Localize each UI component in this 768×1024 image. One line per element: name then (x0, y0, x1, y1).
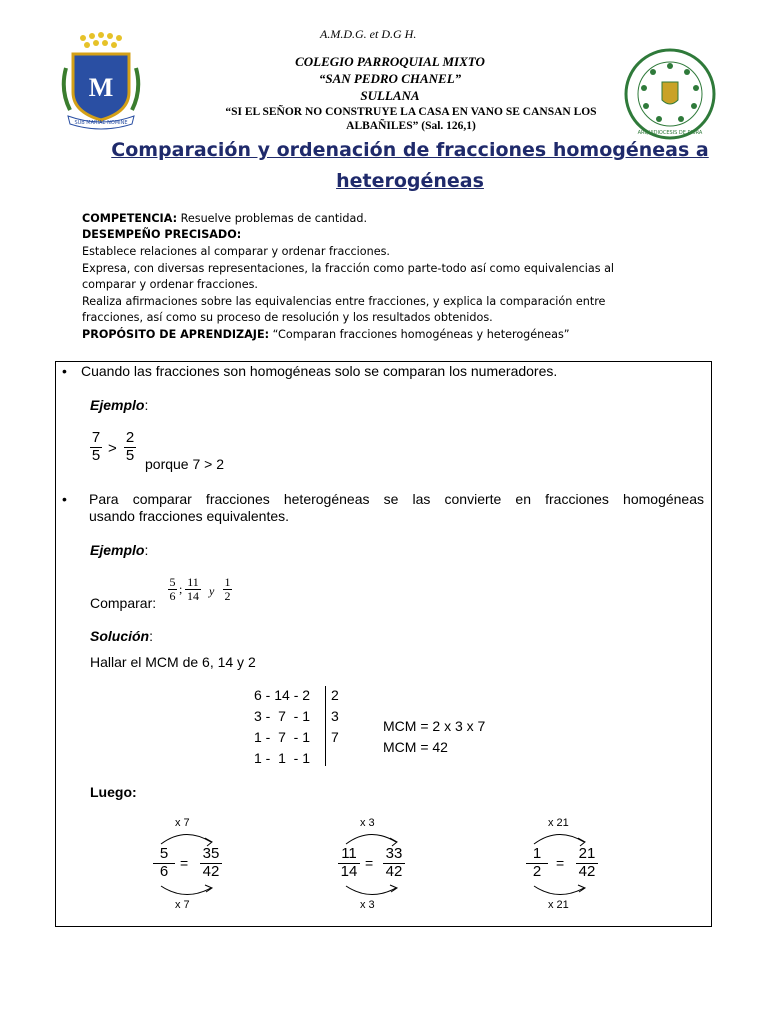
bullet-dot-2: • (62, 491, 67, 507)
bullet-heterogeneas-line1: Para comparar fracciones heterogéneas se las convierte en fracciones homogéneas (89, 491, 704, 507)
school-name-line2: “SAN PEDRO CHANEL” (318, 71, 462, 86)
comparar-label: Comparar: (90, 595, 157, 611)
multiply-arrows-icon (528, 828, 598, 908)
mcm-row-divisor: 2 (331, 687, 339, 703)
psalm-quote: “SI EL SEÑOR NO CONSTRUYE LA CASA EN VANO SE CANSAN LOS ALBAÑILES” (Sal. 126,1) (225, 106, 597, 132)
ejemplo-heading-1: Ejemplo: (90, 397, 149, 413)
mcm-row-numbers: 1 - 1 - 1 (254, 750, 311, 766)
solucion-heading: Solución: (90, 628, 154, 644)
multiply-arrows-icon (340, 828, 410, 908)
proposito-line: PROPÓSITO DE APRENDIZAJE: “Comparan fracciones homogéneas y heterogéneas” (82, 328, 570, 341)
mcm-row-divisor: 3 (331, 708, 339, 724)
bullet-dot-1: • (62, 363, 67, 379)
multiplier-label-top: x 7 (175, 817, 190, 829)
mcm-result-2: MCM = 42 (383, 739, 448, 755)
desempeno-item-2a: Expresa, con diversas representaciones, la fracción como parte-todo así como equivalencias al (82, 262, 615, 275)
mcm-row-numbers: 6 - 14 - 2 (254, 687, 311, 703)
desempeno-label: DESEMPEÑO PRECISADO: (82, 228, 242, 241)
school-city: SULLANA (360, 88, 420, 103)
mcm-row-numbers: 3 - 7 - 1 (254, 708, 311, 724)
original-fraction: 11 14 (338, 846, 360, 880)
desempeno-item-2b: comparar y ordenar fracciones. (82, 278, 258, 291)
equals-sign: = (556, 855, 565, 871)
desempeno-item-1: Establece relaciones al comparar y ordenar fracciones. (82, 245, 390, 258)
original-fraction: 1 2 (526, 846, 548, 880)
multiplier-label-bottom: x 3 (360, 899, 375, 911)
consortium-seal-logo (624, 48, 716, 140)
fraction-1-2: 1 2 (224, 575, 231, 604)
multiplier-label-bottom: x 7 (175, 899, 190, 911)
reason-text: porque 7 > 2 (145, 456, 225, 472)
luego-heading: Luego: (90, 784, 137, 800)
equals-sign: = (365, 855, 374, 871)
bullet-heterogeneas-line2: usando fracciones equivalentes. (89, 508, 290, 524)
equivalent-fraction: 33 42 (383, 846, 405, 880)
ejemplo-heading-2: Ejemplo: (90, 542, 149, 558)
fraction-11-14: 11 14 (187, 575, 199, 604)
fraction-7-5: 7 5 (91, 429, 101, 464)
desempeno-item-3b: fracciones, así como su proceso de resolución y los resultados obtenidos. (82, 311, 493, 324)
equals-sign: = (180, 855, 189, 871)
svg-text:M: M (88, 73, 114, 102)
multiplier-label-top: x 3 (360, 817, 375, 829)
competencia-line: COMPETENCIA: Resuelve problemas de cantidad. (82, 212, 368, 225)
mcm-divider-line (325, 686, 326, 766)
greater-than-sign: > (108, 440, 117, 457)
school-shield-logo (58, 30, 144, 130)
equivalent-fraction: 21 42 (576, 846, 598, 880)
page-title-line1: Comparación y ordenación de fracciones homogéneas a (111, 139, 709, 161)
bullet-homogeneas: Cuando las fracciones son homogéneas solo se comparan los numeradores. (81, 363, 558, 379)
desempeno-item-3a: Realiza afirmaciones sobre las equivalencias entre fracciones, y explica la comparación entre (82, 295, 606, 308)
svg-text:ARQUIDIOCESIS DE PIURA: ARQUIDIOCESIS DE PIURA (637, 130, 703, 136)
mcm-result-1: MCM = 2 x 3 x 7 (383, 718, 486, 734)
y-connector: y (209, 584, 215, 598)
motto: A.M.D.G. et D.G H. (320, 27, 417, 41)
multiply-arrows-icon (155, 828, 225, 908)
multiplier-label-bottom: x 21 (548, 899, 569, 911)
mcm-row-numbers: 1 - 7 - 1 (254, 729, 311, 745)
page-title-line2: heterogéneas (336, 170, 484, 192)
multiplier-label-top: x 21 (548, 817, 569, 829)
semicolon-separator: ; (179, 582, 183, 596)
mcm-row-divisor: 7 (331, 729, 339, 745)
svg-text:SUB MARIAE NOMINE: SUB MARIAE NOMINE (74, 120, 128, 126)
mcm-intro: Hallar el MCM de 6, 14 y 2 (90, 654, 256, 670)
original-fraction: 5 6 (153, 846, 175, 880)
fraction-2-5: 2 5 (125, 429, 135, 464)
equivalent-fraction: 35 42 (200, 846, 222, 880)
school-name-line1: COLEGIO PARROQUIAL MIXTO (295, 54, 485, 69)
fraction-5-6: 5 6 (169, 575, 176, 604)
